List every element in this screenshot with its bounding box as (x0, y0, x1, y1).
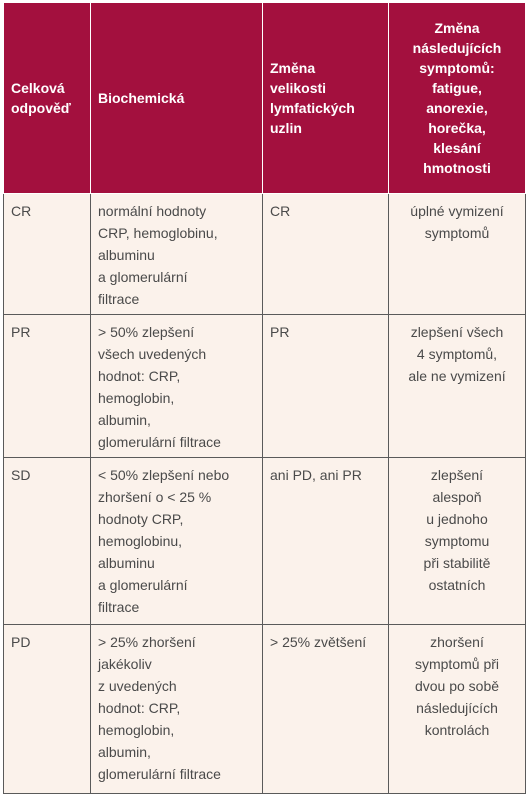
table-body (4, 194, 526, 794)
cell-symptoms: úplné vymizení symptomů (389, 194, 526, 315)
response-criteria-table (3, 2, 526, 794)
cell-biochemical: > 50% zlepšení všech uvedených hodnot: CRP, hemoglobin, albumin, glomerulární filtrace (91, 315, 263, 458)
header-biochemical: Biochemická (91, 3, 263, 194)
header-overall-response: Celková odpověď (4, 3, 91, 194)
cell-lymph: PR (263, 315, 389, 458)
cell-biochemical: normální hodnoty CRP, hemoglobinu, albuminu a glomerulární filtrace (91, 194, 263, 315)
cell-response: CR (4, 194, 91, 315)
header-lymph-node-change: Změna velikosti lymfatických uzlin (263, 3, 389, 194)
cell-lymph: > 25% zvětšení (263, 625, 389, 794)
cell-biochemical: > 25% zhoršení jakékoliv z uvedených hodnot: CRP, hemoglobin, albumin, glomerulární filtrace (91, 625, 263, 794)
table-header (4, 3, 526, 194)
header-row (4, 3, 526, 194)
cell-symptoms: zlepšení alespoň u jednoho symptomu při stabilitě ostatních (389, 458, 526, 625)
cell-response: PD (4, 625, 91, 794)
table-row (4, 625, 526, 794)
header-symptom-change: Změna následujících symptomů: fatigue, anorexie, horečka, klesání hmotnosti (389, 3, 526, 194)
cell-symptoms: zhoršení symptomů při dvou po sobě následujících kontrolách (389, 625, 526, 794)
cell-symptoms: zlepšení všech 4 symptomů, ale ne vymizení (389, 315, 526, 458)
cell-response: SD (4, 458, 91, 625)
cell-biochemical: < 50% zlepšení nebo zhoršení o < 25 % hodnoty CRP, hemoglobinu, albuminu a glomerulární filtrace (91, 458, 263, 625)
cell-response: PR (4, 315, 91, 458)
table-row (4, 315, 526, 458)
table-row (4, 194, 526, 315)
cell-lymph: ani PD, ani PR (263, 458, 389, 625)
cell-lymph: CR (263, 194, 389, 315)
table-row (4, 458, 526, 625)
